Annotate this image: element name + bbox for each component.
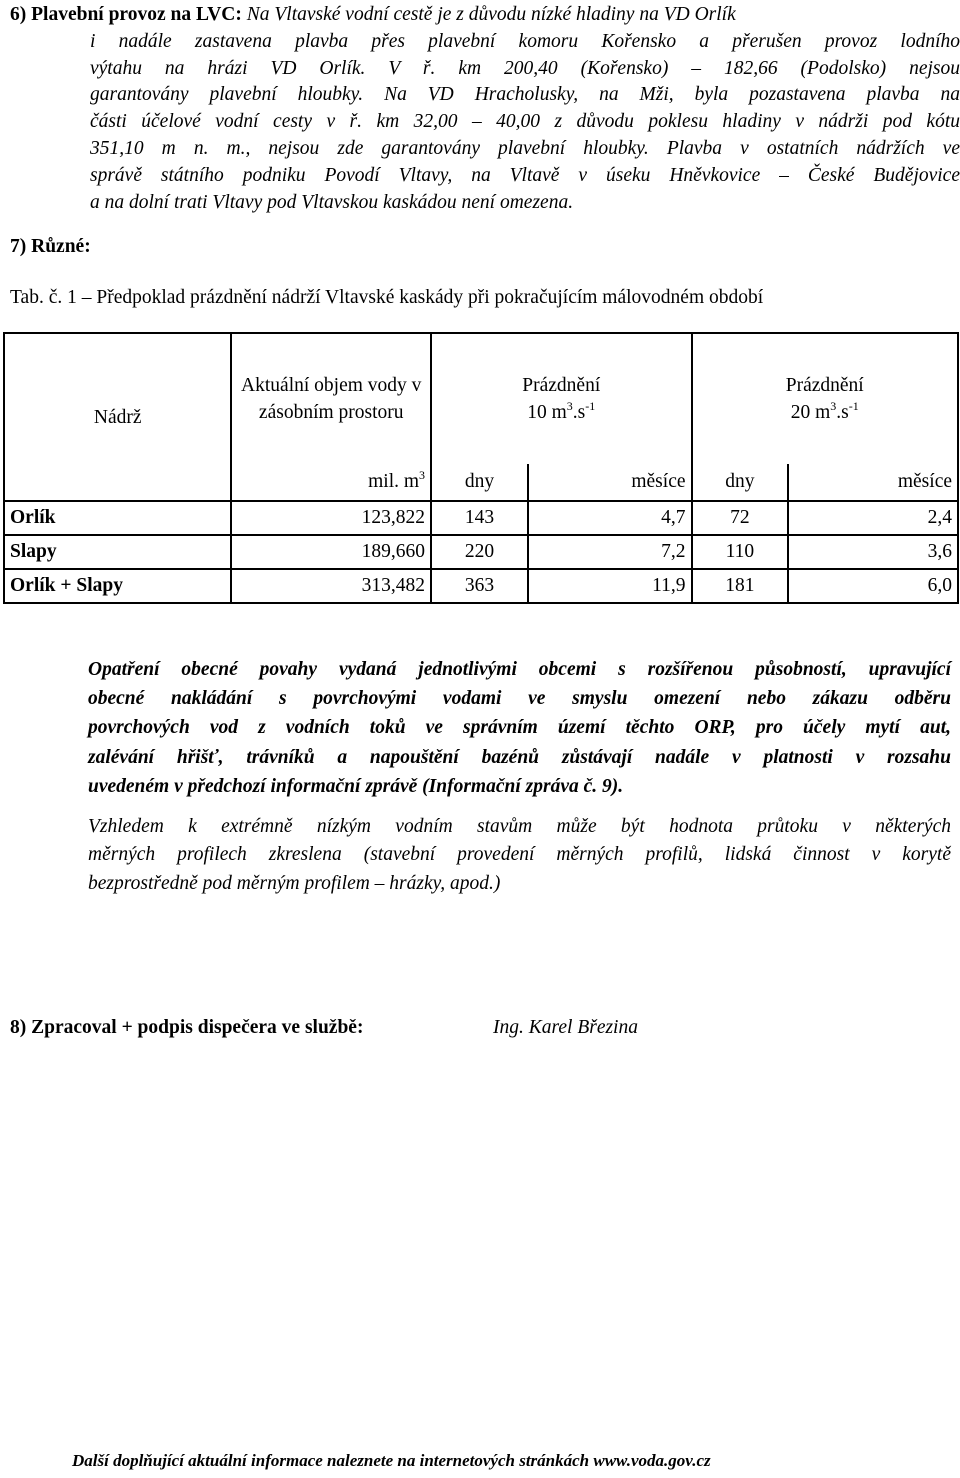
section-6-heading: 6) Plavební provoz na LVC: (10, 4, 242, 25)
unit-volume (231, 464, 431, 501)
measures-line: uvedeném v předchozí informační zprávě (Informační zpráva č. 9). (88, 775, 624, 797)
row-days-10: 143 (431, 501, 528, 535)
unit-volume-sup: 3 (419, 468, 426, 482)
row-days-10: 220 (431, 535, 528, 569)
section-8-label: 8) Zpracoval + podpis dispečera ve službě: (10, 1017, 364, 1038)
unit-volume-text: mil. m (368, 471, 420, 492)
reservoir-table (3, 332, 959, 604)
section-6-first-line: Na Vltavské vodní cestě je z důvodu nízké hladiny na VD Orlík (246, 4, 736, 25)
note-line: Vzhledem k extrémně nízkým vodním stavům může být hodnota průtoku v některých (88, 816, 951, 837)
section-6-line: i nadále zastavena plavba přes plavební komoru Kořensko a přerušen provoz lodního (90, 30, 960, 52)
header-reservoir: Nádrž (4, 333, 231, 501)
measures-line: obecné nakládání s povrchovými vodami ve smyslu omezení nebo zákazu odběru (88, 688, 951, 710)
note-line: bezprostředně pod měrným profilem – hrázky, apod.) (88, 872, 501, 894)
header-empty-10-label: Prázdnění (522, 375, 601, 396)
unit-days-10: dny (431, 464, 528, 501)
row-months-10: 7,2 (528, 535, 692, 569)
row-days-20: 110 (692, 535, 789, 569)
row-volume: 313,482 (231, 569, 431, 603)
row-months-20: 3,6 (788, 535, 958, 569)
table-row (4, 569, 958, 603)
table-header-row (4, 333, 958, 464)
row-name: Slapy (4, 535, 231, 569)
section-6-line: správě státního podniku Povodí Vltavy, na Vltavě v úseku Hněvkovice – České Budějovice (90, 164, 960, 186)
row-name: Orlík + Slapy (4, 569, 231, 603)
row-months-20: 6,0 (788, 569, 958, 603)
unit-s: .s (572, 402, 586, 423)
measures-line: zalévání hřišť, trávníků a napouštění bazénů zůstávají nadále v platnosti v rozsahu (88, 746, 951, 768)
sup-3: 3 (830, 399, 837, 413)
section-6-line: 351,10 m n. m., nejsou zde garantovány plavební hloubky. Plavba v ostatních nádržích ve (90, 137, 960, 159)
sup-minus-1: -1 (585, 399, 596, 413)
row-days-20: 181 (692, 569, 789, 603)
section-8 (10, 1017, 638, 1039)
measures-line: Opatření obecné povahy vydaná jednotlivými obcemi s rozšířenou působností, upravující (88, 659, 951, 680)
unit-months-20: měsíce (788, 464, 958, 501)
section-6-line: garantovány plavební hloubky. Na VD Hracholusky, na Mži, byla pozastavena plavba na (90, 84, 960, 106)
sup-minus-1: -1 (848, 399, 859, 413)
footer-note: Další doplňující aktuální informace naleznete na internetových stránkách www.voda.gov.cz (72, 1451, 711, 1470)
unit-months-10: měsíce (528, 464, 692, 501)
table-row (4, 501, 958, 535)
section-6-line: výtahu na hrázi VD Orlík. V ř. km 200,40 (Kořensko) – 182,66 (Podolsko) nejsou (90, 57, 960, 79)
measures-paragraph (88, 655, 951, 801)
header-volume: Aktuální objem vody v zásobním prostoru (231, 333, 431, 464)
row-days-20: 72 (692, 501, 789, 535)
header-empty-10 (431, 333, 691, 464)
row-days-10: 363 (431, 569, 528, 603)
measures-line: povrchových vod z vodních toků ve správním území těchto ORP, pro účely mytí aut, (88, 717, 951, 739)
row-name: Orlík (4, 501, 231, 535)
header-empty-20-value: 20 m (790, 402, 831, 423)
unit-s: .s (836, 402, 849, 423)
row-months-10: 11,9 (528, 569, 692, 603)
header-empty-20 (692, 333, 959, 464)
note-line: měrných profilech zkreslena (stavební provedení měrných profilů, lidská činnost v korytě (88, 844, 951, 866)
section-6-navigation (10, 2, 960, 213)
header-empty-10-value: 10 m (527, 402, 567, 423)
row-months-20: 2,4 (788, 501, 958, 535)
table-row (4, 535, 958, 569)
table-caption: Tab. č. 1 – Předpoklad prázdnění nádrží Vltavské kaskády při pokračujícím málovodném období (10, 287, 764, 308)
dispatcher-name: Ing. Karel Březina (493, 1017, 638, 1038)
section-6-line: části účelové vodní cesty v ř. km 32,00 – 40,00 z důvodu poklesu hladiny v nádrži pod kótu (90, 111, 960, 133)
header-empty-20-label: Prázdnění (785, 375, 864, 396)
section-7-heading: 7) Různé: (10, 236, 91, 257)
row-volume: 123,822 (231, 501, 431, 535)
sup-3: 3 (566, 399, 573, 413)
row-months-10: 4,7 (528, 501, 692, 535)
unit-days-20: dny (692, 464, 789, 501)
row-volume: 189,660 (231, 535, 431, 569)
section-6-line: a na dolní trati Vltavy pod Vltavskou kaskádou není omezena. (90, 191, 574, 213)
note-paragraph (88, 813, 951, 898)
section-6-paragraph (90, 29, 960, 217)
